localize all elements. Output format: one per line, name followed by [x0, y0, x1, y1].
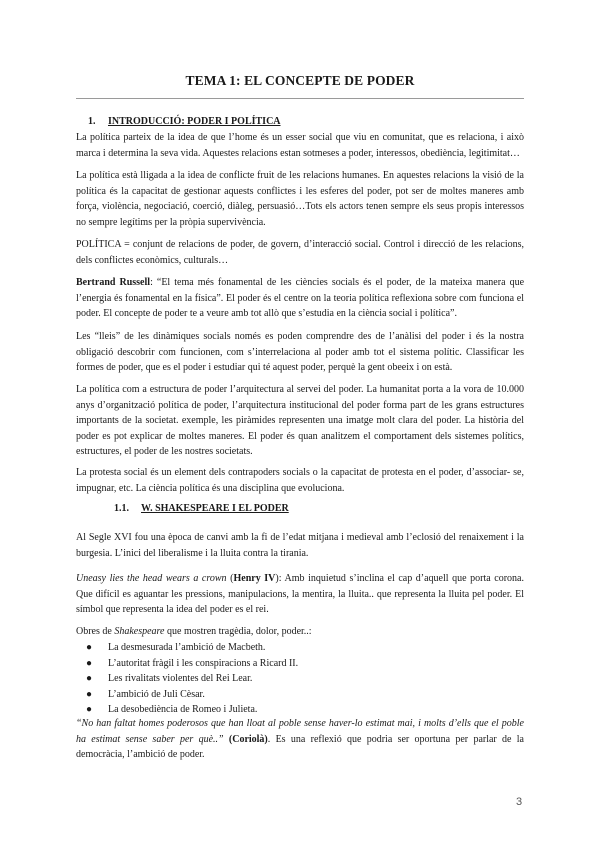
paragraph-henry-iv: Uneasy lies the head wears a crown (Henry IV): Amb inquietud s’inclina el cap d’aquell que porta corona. Que difícil es aguantar les pressions, manipulacions, la mentira, la lluita.. que representa la lluita pel poder. El símbol que representa la idea del poder es el rei.: [76, 573, 524, 615]
bullet-icon: ●: [86, 657, 93, 669]
paragraph-protest: La protesta social és un element dels contrapoders socials o la capacitat de protesta en el poder, d’associar- se, impugnar, etc. La ciència política és una disciplina que evoluciona.: [76, 467, 524, 494]
play-title: (Coriolà): [223, 733, 268, 745]
paragraph-russell: [76, 275, 524, 322]
paragraph-architecture: La política com a estructura de poder l’arquitectura al servei del poder. La humanitat porta a la vora de 10.000 anys d’organització política de poder, l’arquitectura institucional del poder forma part de les grans estructures importants de la societat. exemple, les piràmides representen una imatge molt clara del poder. La història del poder es pot explicar de moltes maneres. El poder és quan analitzem el comportament dels sistemes polítics, estructures, el poder de les nostres societats.: [76, 384, 524, 457]
works-list: [86, 640, 506, 718]
author-name: Shakespeare: [114, 626, 165, 637]
page-number: 3: [516, 796, 523, 808]
bullet-icon: ●: [86, 673, 93, 684]
russell-quote: : “El tema més fonamental de les ciències socials és el poder, de la mateixa manera que l’energia és fonamental en la física”. El poder és el centre on la teoria política reflexiona sobre com funciona el poder. El concepte de poder te a veure amb tot allò que s’estudia en la ciència social i política”.: [76, 277, 525, 319]
section-number: 1.: [88, 116, 96, 127]
paragraph-works-intro: Obres de Shakespeare que mostren tragèdia, dolor, poder..:: [76, 626, 312, 637]
page-title: TEMA 1: EL CONCEPTE DE PODER: [185, 73, 415, 88]
bullet-icon: ●: [86, 704, 93, 715]
author-name: Bertrand Russell: [76, 277, 151, 288]
list-item: ● Les rivalitats violentes del Rei Lear.: [86, 671, 506, 687]
section-title: W. SHAKESPEARE I EL PODER: [141, 503, 289, 514]
list-item: ● La desmesurada l’ambició de Macbeth.: [86, 640, 506, 656]
coriolanus-quote: “No han faltat homes poderosos que han lloat al poble sense haver-lo estimat mai, i molts d’ells que el poble ha estimat sense saber per què..”: [76, 718, 524, 745]
section-title: INTRODUCCIÓ: PODER I POLÍTICA: [108, 116, 281, 127]
paragraph-politics-definition: POLÍTICA = conjunt de relacions de poder, de govern, d’interacció social. Control i direcció de les relacions, dels conflictes econòmics, culturals…: [76, 239, 524, 266]
list-item: ● La desobediència de Romeo i Julieta.: [86, 702, 506, 718]
paragraph-conflict: La política està lligada a la idea de conflicte fruit de les relacions humanes. En aquestes relacions la visió de la política és la capacitat de gestionar aquests conflictes i les esferes del poder, pot ser de moltes maneres amb força, violència, negociació, coerció, diàleg, persuasió…Tots els actors tenen sempre els seus propis interessos no sempre legítims per la pròpia supervivència.: [76, 170, 524, 228]
paragraph-social-laws: Les “lleis” de les dinàmiques socials només es poden comprendre des de l’anàlisi del poder i és la nostra obligació descobrir com funcionen, com s’interrelaciona al poder amb tot el sistema polític. Classificar les formes de poder, que es el poder i estudiar qui té aquest poder, perquè la gent obeeix i on està.: [76, 331, 524, 373]
section-number: 1.1.: [114, 503, 129, 514]
list-item: ● L’ambició de Juli Cèsar.: [86, 687, 506, 703]
list-item: ● L’autoritat fràgil i les conspiracions a Ricard II.: [86, 656, 506, 672]
title-divider: [76, 98, 524, 99]
quote-explanation: . Es una reflexió que podria ser oportuna per parlar de la democràcia, l’ambició de poder.: [76, 733, 525, 760]
paragraph-coriolanus: [76, 716, 524, 763]
bullet-icon: ●: [86, 688, 93, 700]
paragraph-intro: La política parteix de la idea de que l’home és un esser social que viu en comunitat, que es relaciona, i això marca i determina la seva vida. Aquestes relacions estan sotmeses a poder, interessos, obediència, legitimitat…: [76, 132, 524, 159]
paragraph-sixteenth-century: Al Segle XVI fou una època de canvi amb la fi de l’edat mitjana i medieval amb l’eclosió del renaixement i la burgesia. L’inici del liberalisme i la lluita contra la tirania.: [76, 532, 524, 559]
section-heading-1: [88, 116, 281, 127]
section-heading-1-1: [114, 503, 289, 514]
quote-explanation: : Amb inquietud s’inclina el cap d’aquell que porta corona. Que difícil es aguantar les pressions, manipulacions, la mentira, la lluita.. que representa la lluita pel poder. El símbol que representa la idea del poder es el rei.: [76, 573, 524, 615]
play-title: Henry IV: [233, 573, 276, 584]
bullet-icon: ●: [86, 642, 93, 653]
shakespeare-quote: Uneasy lies the head wears a crown: [76, 573, 227, 584]
